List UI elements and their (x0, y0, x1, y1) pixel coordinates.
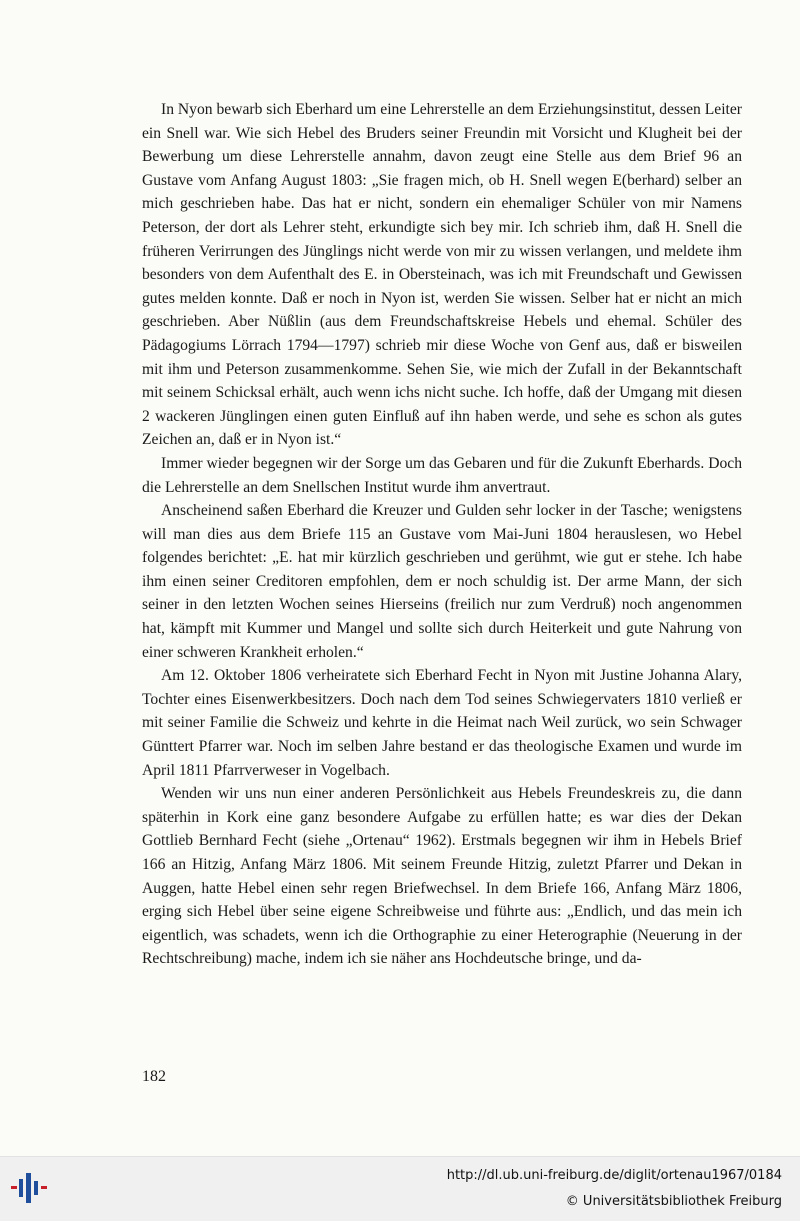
page-number: 182 (142, 1068, 166, 1085)
paragraph: Anscheinend saßen Eberhard die Kreuzer und Gulden sehr locker in der Tasche; wenigstens will man dies aus dem Briefe 115 an Gustave vom Mai-Juni 1804 herauslesen, wo Hebel folgendes berichtet: „E. hat mir kürzlich geschrieben und gerühmt, wie gut er stehe. Ich habe ihm einen seiner Creditoren empfohlen, dem er noch schuldig ist. Der arme Mann, der sich seiner in den letzten Wochen seines Hierseins (freilich nur zum Verdruß) noch angenommen hat, kämpft mit Kummer und Mangel und sollte sich durch Heiterkeit und gute Nahrung von einer schweren Krankheit erholen.“ (142, 502, 742, 661)
page-body-text (142, 98, 742, 971)
paragraph: Immer wieder begegnen wir der Sorge um das Gebaren und für die Zukunft Eberhards. Doch die Lehrerstelle an dem Snellschen Institut wurde ihm anvertraut. (142, 454, 742, 496)
paragraph: In Nyon bewarb sich Eberhard um eine Lehrerstelle an dem Erziehungsinstitut, dessen Leiter ein Snell war. Wie sich Hebel des Bruders seiner Freundin mit Vorsicht und Klugheit bei der Bewerbung um diese Lehrerstelle annahm, davon zeugt eine Stelle aus dem Brief 96 an Gustave vom Anfang August 1803: „Sie fragen mich, ob H. Snell wegen E(berhard) selber an mich geschrieben habe. Das hat er nicht, sondern ein ehemaliger Schüler von mir Namens Peterson, der dort als Lehrer steht, erkundigte sich bey mir. Ich schrieb ihm, daß H. Snell die früheren Verirrungen des Jünglings nicht werde von mir zu wissen verlangen, und meldete ihm besonders von dem Aufenthalt des E. in Obersteinach, was ich mit Freundschaft und Gewissen gutes melden konnte. Daß er noch in Nyon ist, werden Sie wissen. Selber hat er nicht an mich geschrieben. Aber Nüßlin (aus dem Freundschaftskreise Hebels und ehemal. Schüler des Pädagogiums Lörrach 1794—1797) schrieb mir diese Woche von Genf aus, daß er bisweilen mit ihm und Peterson zusammenkomme. Sehen Sie, wie mich der Zufall in der Bekanntschaft mit seinem Schicksal erhält, auch wenn ichs nicht suche. Ich hoffe, daß der Umgang mit diesen 2 wackeren Jünglingen einen guten Einfluß auf ihn haben werde, und sehe es schon als gutes Zeichen an, daß er in Nyon ist.“ (142, 101, 742, 449)
ub-freiburg-logo-icon (10, 1171, 50, 1209)
footer-bar (0, 1156, 800, 1221)
paragraph: Am 12. Oktober 1806 verheiratete sich Eberhard Fecht in Nyon mit Justine Johanna Alary, Tochter eines Eisenwerkbesitzers. Doch nach dem Tod seines Schwiegervaters 1810 verließ er mit seiner Familie die Schweiz und kehrte in die Heimat nach Weil zurück, wo sein Schwager Günttert Pfarrer war. Noch im selben Jahre bestand er das theologische Examen und wurde im April 1811 Pfarrverweser in Vogelbach. (142, 667, 742, 779)
paragraph: Wenden wir uns nun einer anderen Persönlichkeit aus Hebels Freundeskreis zu, die dann späterhin in Kork eine ganz besondere Aufgabe zu erfüllen hatte; es war dies der Dekan Gottlieb Bernhard Fecht (siehe „Ortenau“ 1962). Erstmals begegnen wir ihm in Hebels Brief 166 an Hitzig, Anfang März 1806. Mit seinem Freunde Hitzig, zuletzt Pfarrer und Dekan in Auggen, hatte Hebel einen sehr regen Briefwechsel. In dem Briefe 166, Anfang März 1806, erging sich Hebel über seine eigene Schreibweise und führte aus: „Endlich, und das mein ich eigentlich, was schadets, wenn ich die Orthographie zu einer Heterographie (Neuerung in der Rechtschreibung) mache, indem ich sie näher ans Hochdeutsche bringe, und da- (142, 785, 742, 968)
source-url-link[interactable]: http://dl.ub.uni-freiburg.de/diglit/ortenau1967/0184 (446, 1168, 782, 1183)
copyright-text: © Universitätsbibliothek Freiburg (565, 1194, 782, 1209)
